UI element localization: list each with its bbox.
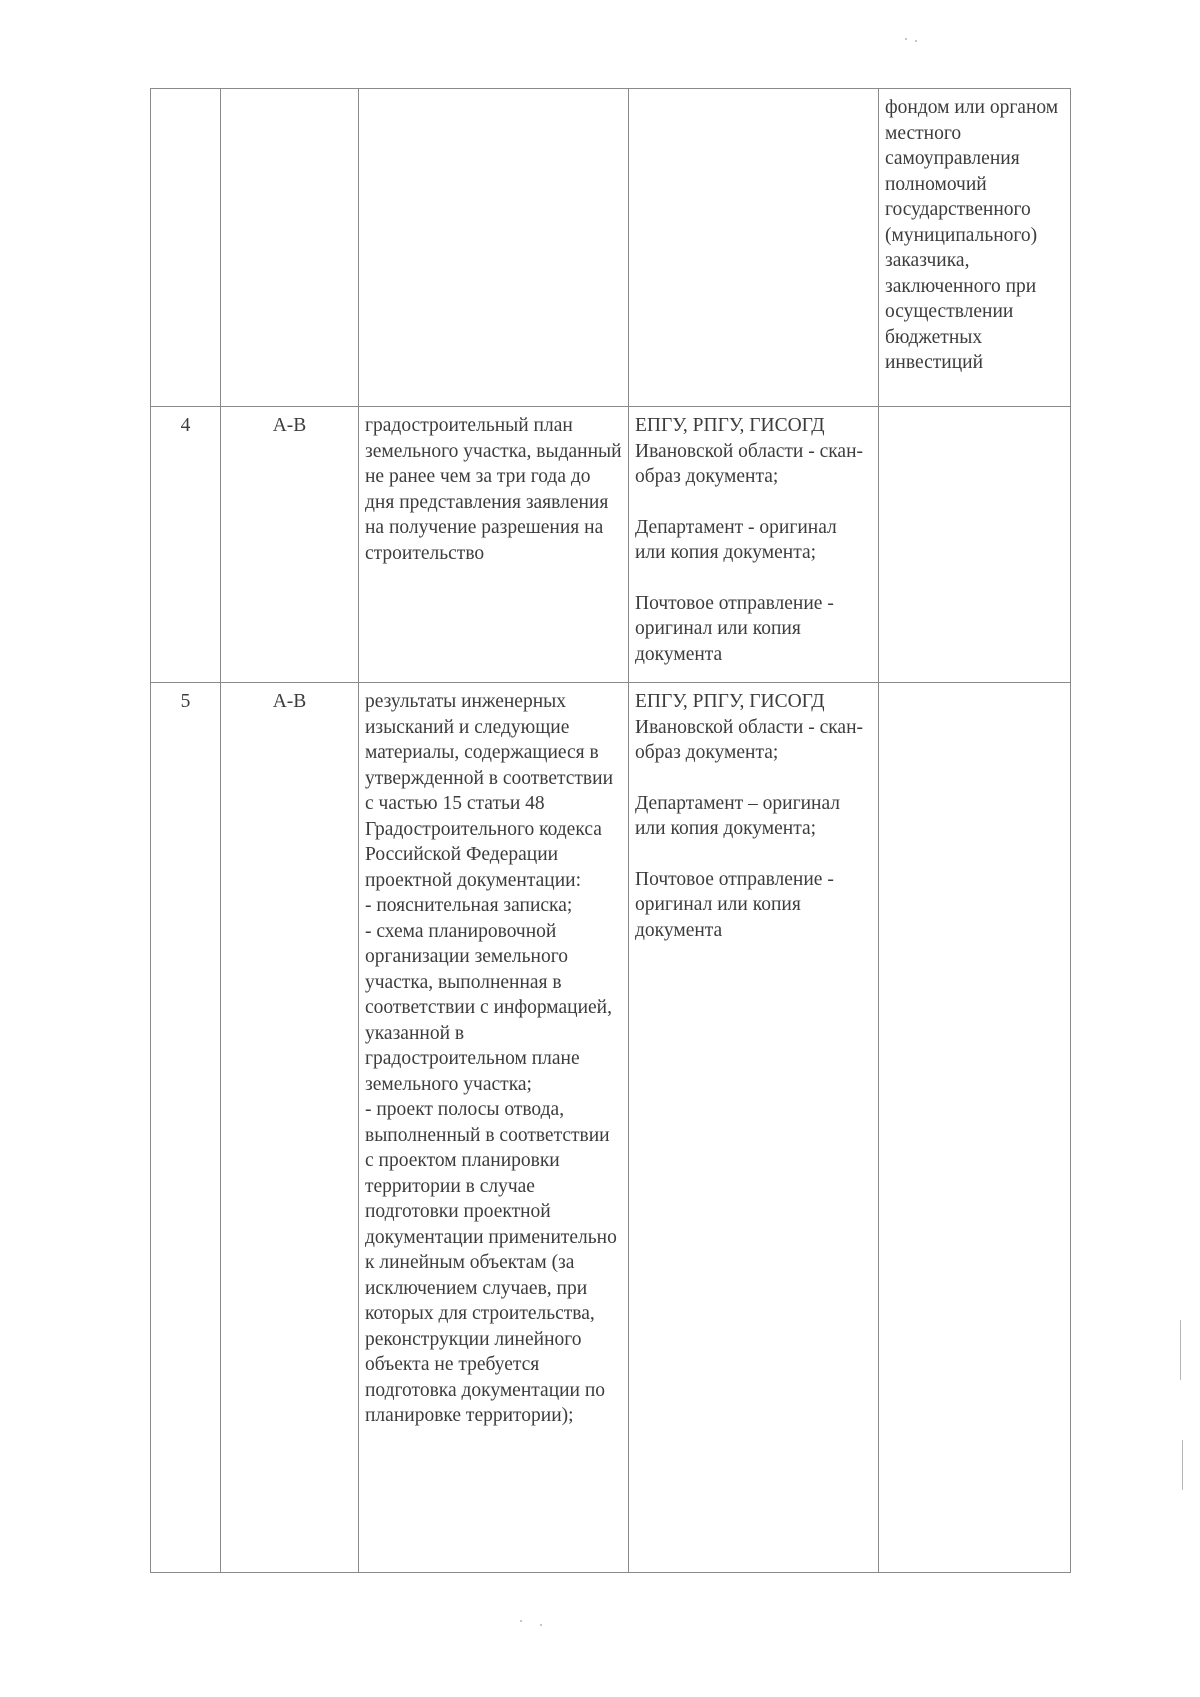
submission-method-online: ЕПГУ, РПГУ, ГИСОГД Ивановской области - скан-образ документа; (635, 415, 864, 487)
scan-speck (540, 1624, 542, 1626)
scan-speck (520, 1620, 522, 1622)
document-name-cell: градостроительный план земельного участка, выданный не ранее чем за три года до дня представления заявления на получение разрешения на строительство (359, 407, 629, 683)
scan-speck (1182, 1440, 1183, 1490)
documents-table (150, 88, 1071, 1573)
scan-speck (915, 40, 917, 42)
document-name-intro: результаты инженерных изысканий и следующие материалы, содержащиеся в утвержденной в соответствии с частью 15 статьи 48 Градостроительного кодекса Российской Федерации проектной документации: (365, 691, 614, 891)
row-number-cell (151, 89, 221, 407)
document-list-item: - пояснительная записка; (365, 895, 573, 916)
submission-method-online: ЕПГУ, РПГУ, ГИСОГД Ивановской области - скан-образ документа; (635, 691, 864, 763)
note-cell: фондом или органом местного самоуправления полномочий государственного (муниципального) заказчика, заключенного при осуществлении бюджетных инвестиций (879, 89, 1071, 407)
document-list-item: - схема планировочной организации земельного участка, выполненная в соответствии с информацией, указанной в градостроительном плане земельного участка; (365, 920, 612, 1095)
submission-method-mail: Почтовое отправление - оригинал или копия документа (635, 592, 834, 665)
submission-method-cell (629, 407, 879, 683)
document-name-cell (359, 683, 629, 1573)
scan-speck (1180, 1320, 1181, 1380)
submission-method-mail: Почтовое отправление - оригинал или копия документа (635, 868, 834, 941)
scan-speck (905, 38, 907, 40)
row-number-cell: 5 (151, 683, 221, 1573)
row-code-cell: А-В (221, 407, 359, 683)
row-code-cell (221, 89, 359, 407)
note-cell (879, 683, 1071, 1573)
row-code-cell: А-В (221, 683, 359, 1573)
submission-method-department: Департамент – оригинал или копия документа; (635, 792, 841, 839)
table-row (151, 407, 1071, 683)
row-number-cell: 4 (151, 407, 221, 683)
submission-method-cell (629, 89, 879, 407)
document-list-item: - проект полосы отвода, выполненный в соответствии с проектом планировки территории в случае подготовки проектной документации применительно к линейным объектам (за исключением случаев, при которых для строительства, реконструкции линейного объекта не требуется подготовка документации по планировке территории); (365, 1099, 617, 1426)
table-row (151, 683, 1071, 1573)
table-row (151, 89, 1071, 407)
note-cell (879, 407, 1071, 683)
submission-method-department: Департамент - оригинал или копия документа; (635, 516, 837, 563)
document-name-cell (359, 89, 629, 407)
submission-method-cell (629, 683, 879, 1573)
